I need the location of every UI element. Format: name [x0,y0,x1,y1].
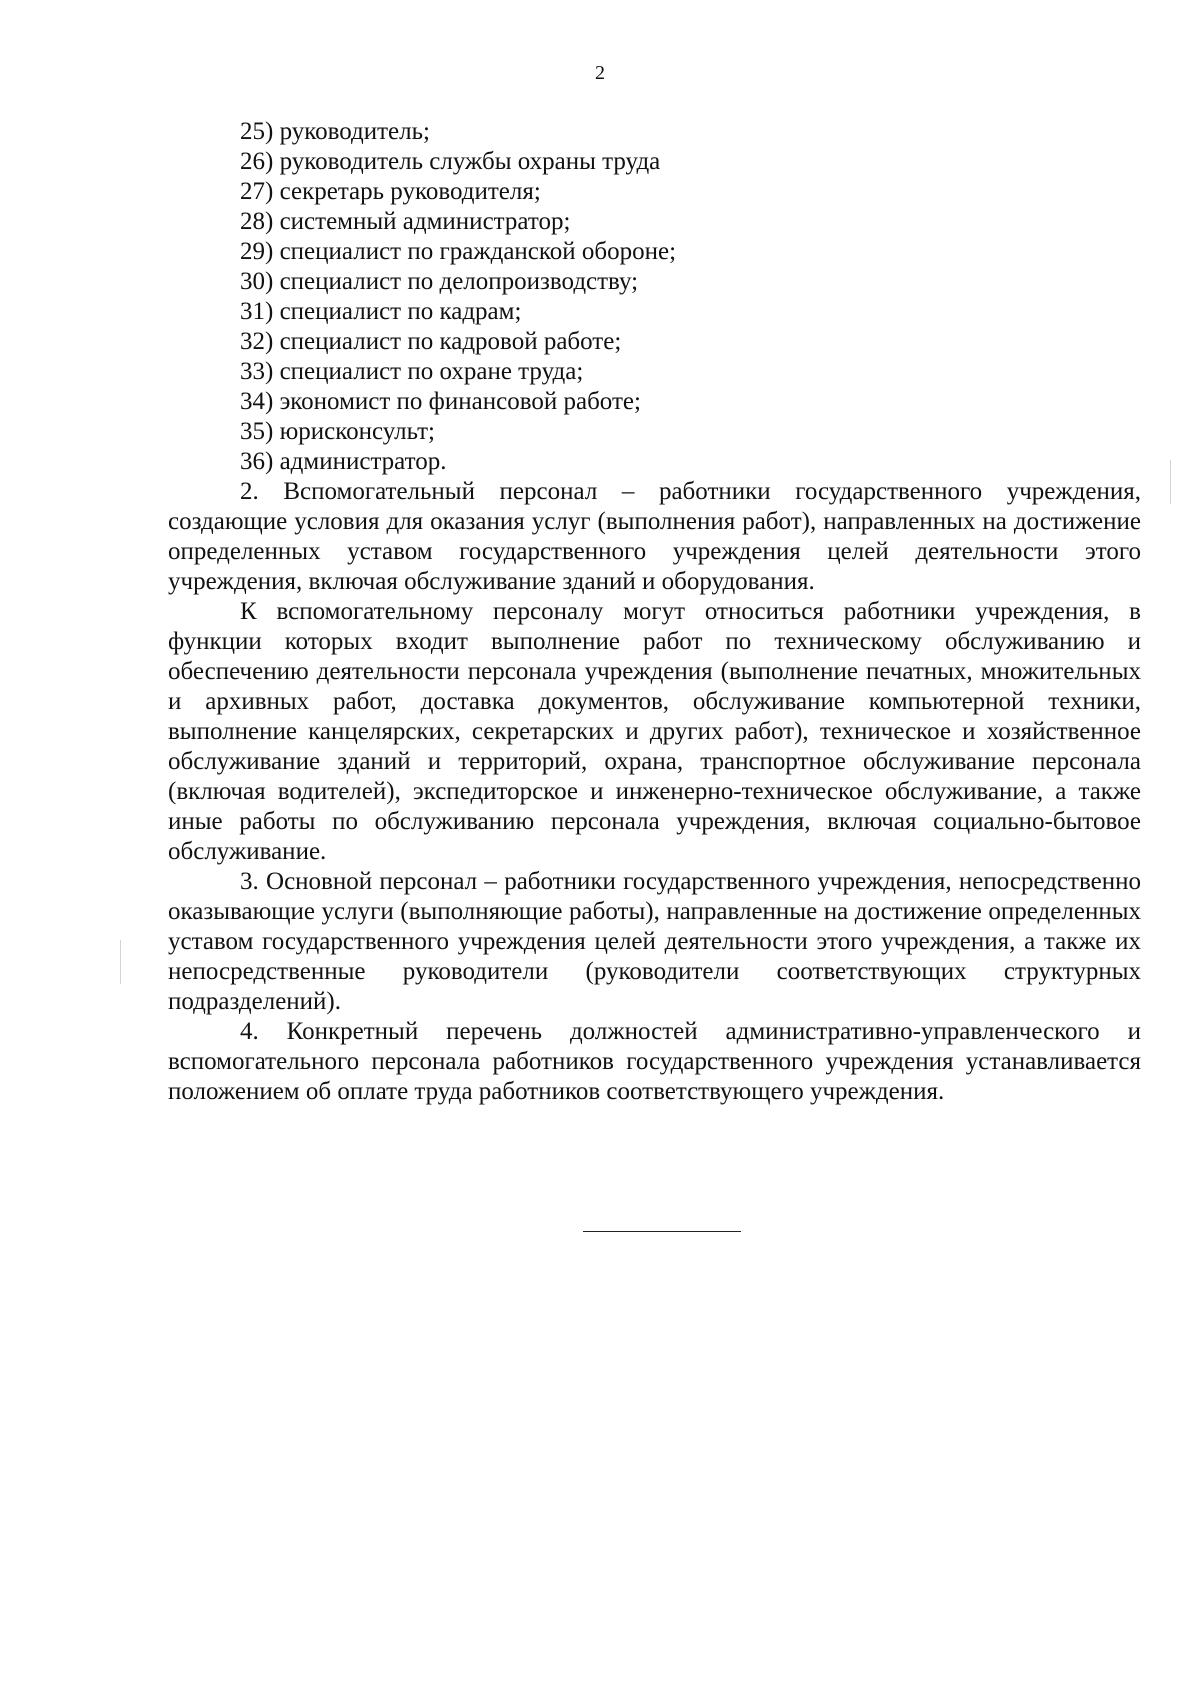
scan-margin-mark [1170,460,1171,504]
list-item: 26) руководитель службы охраны труда [240,148,661,175]
document-body [168,117,1141,1107]
list-item: 30) специалист по делопроизводству; [240,268,639,295]
paragraph-support-staff-scope: К вспомогательному персоналу могут относиться работники учреждения, в функции которых входит выполнение работ по техническому обслуживанию и обеспечению деятельности персонала учреждения (выполнение печатных, множительных и архивных работ, доставка документов, обслуживание компьютерной техники, выполнение канцелярских, секретарских и других работ), техническое и хозяйственное обслуживание зданий и территорий, охрана, транспортное обслуживание персонала (включая водителей), экспедиторское и инженерно-техническое обслуживание, а также иные работы по обслуживанию персонала учреждения, включая социально-бытовое обслуживание. [168,598,1141,865]
list-item: 34) экономист по финансовой работе; [240,388,641,415]
positions-list [168,117,1141,477]
paragraph-2-support-staff-definition: 2. Вспомогательный персонал – работники государственного учреждения, создающие условия для оказания услуг (выполнения работ), направленных на достижение определенных уставом государственного учреждения целей деятельности этого учреждения, включая обслуживание зданий и оборудования. [168,478,1141,595]
list-item: 32) специалист по кадровой работе; [240,328,622,355]
list-item: 29) специалист по гражданской обороне; [240,238,677,265]
scan-margin-mark [120,940,121,984]
list-item: 36) администратор. [240,448,447,475]
closing-divider [583,1231,741,1232]
paragraph-4-positions-list: 4. Конкретный перечень должностей административно-управленческого и вспомогательного персонала работников государственного учреждения устанавливается положением об оплате труда работников соответствующего учреждения. [168,1018,1141,1105]
list-item: 35) юрисконсульт; [240,418,435,445]
page-number: 2 [595,62,605,84]
paragraph-3-main-staff-definition: 3. Основной персонал – работники государственного учреждения, непосредственно оказывающие услуги (выполняющие работы), направленные на достижение определенных уставом государственного учреждения целей деятельности этого учреждения, а также их непосредственные руководители (руководители соответствующих структурных подразделений). [168,868,1141,1015]
list-item: 27) секретарь руководителя; [240,178,541,205]
list-item: 31) специалист по кадрам; [240,298,522,325]
list-item: 33) специалист по охране труда; [240,358,584,385]
list-item: 28) системный администратор; [240,208,571,235]
list-item: 25) руководитель; [240,118,430,145]
